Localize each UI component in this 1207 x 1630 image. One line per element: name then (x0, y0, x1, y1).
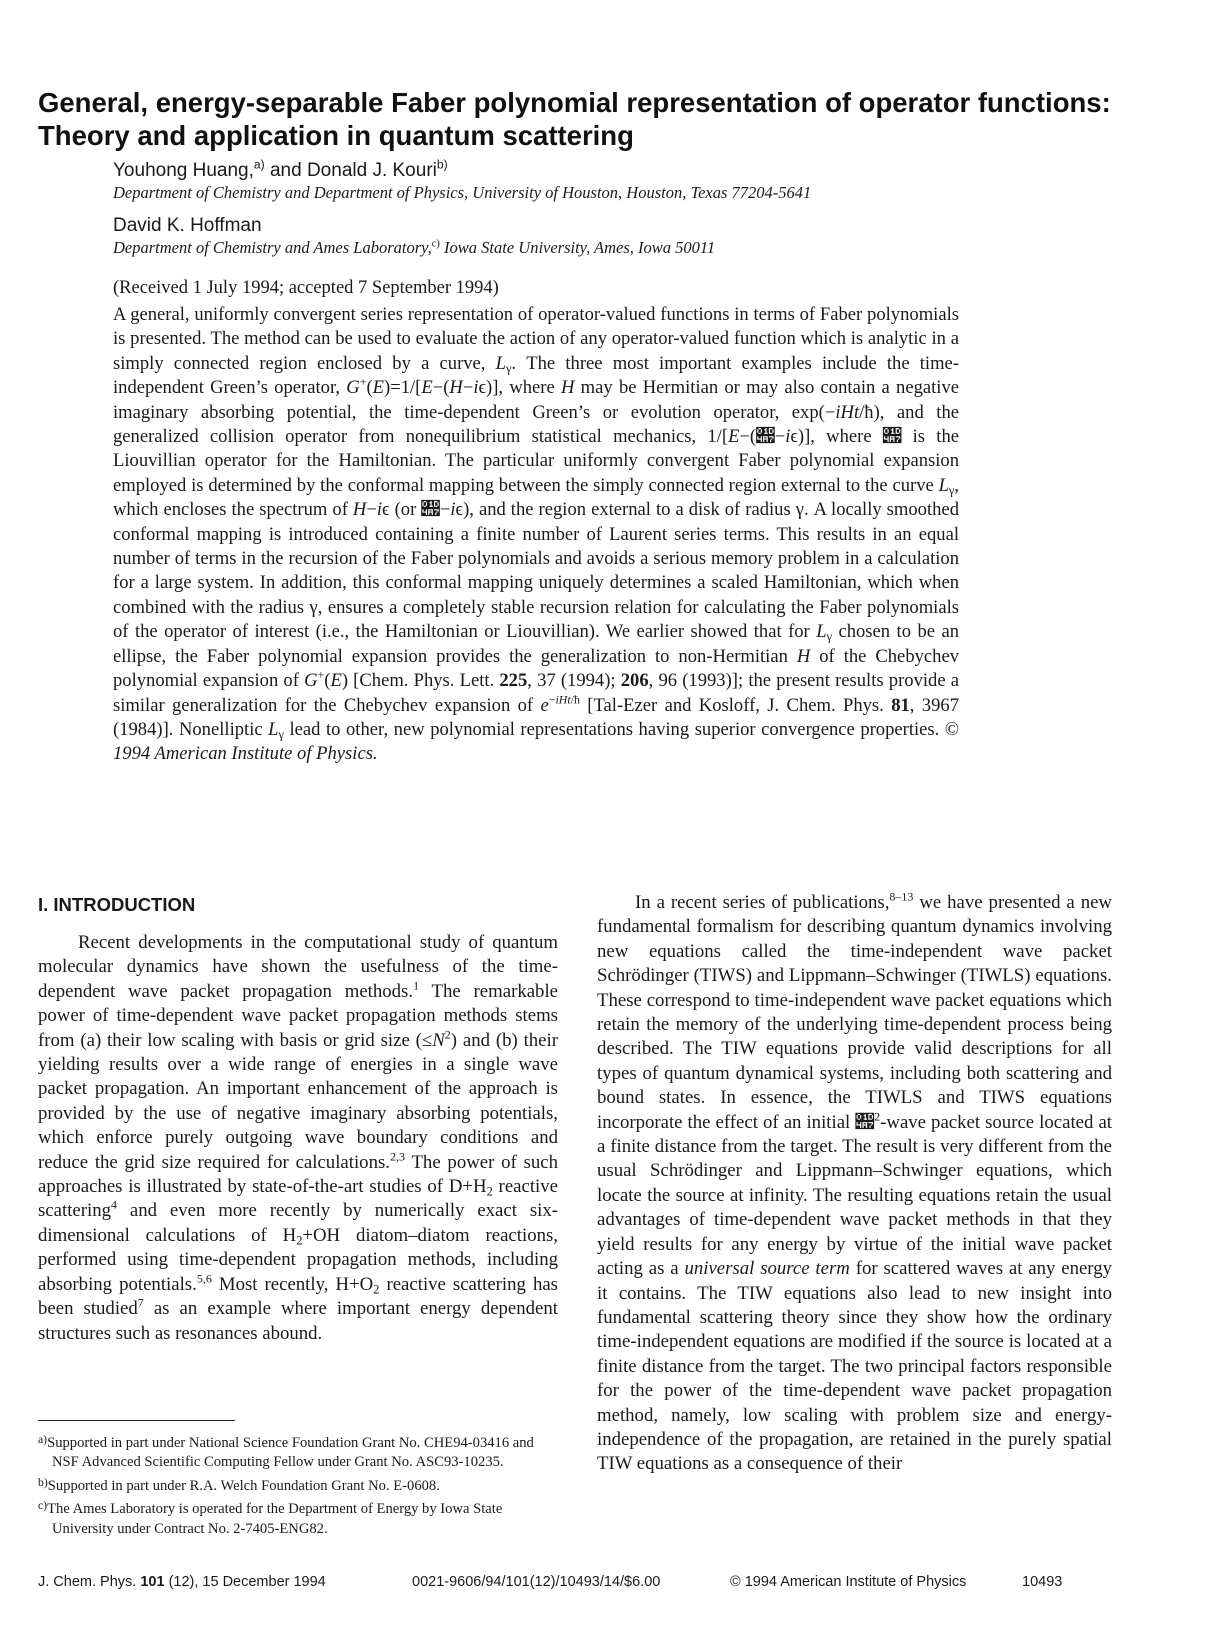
footnote-a-text: Supported in part under National Science Foundation Grant No. CHE94-03416 and NSF Advanced Scientific Computing Fellow under Grant No. ASC93-10235. (47, 1435, 534, 1471)
affiliation-2 (113, 238, 1113, 258)
footnote-c-mark: c) (38, 1499, 48, 1513)
affil-mark-a: a) (253, 157, 265, 172)
footnote-a-mark: a) (38, 1433, 48, 1446)
footnote-b (38, 1473, 558, 1496)
footnote-b-mark: b) (38, 1475, 48, 1489)
footnote-c (38, 1496, 558, 1539)
intro-paragraph-2: In a recent series of publications,$^{8-13}$ we have presented a new fundamental formalism for describing quantum dynamics involving new equations called the time-independent wave packet Schrödinger (TIWS) and Lippmann–Schwinger (TIWLS) equations. These correspond to time-independent wave packet equations which retain the memory of the underlying time-dependent process being described. The TIW equations provide valid descriptions for all types of quantum dynamical systems, including both scattering and bound states. In essence, the TIWLS and TIWS equations incorporate the effect of an initial 𝒧$^2$-wave packet source located at a finite distance from the target. The result is very different from the usual Schrödinger and Lippmann–Schwinger equations, which locate the source at infinity. The resulting equations retain the usual advantages of time-dependent wave packet methods in that they yield results for any energy by virtue of the initial wave packet acting as a universal source term for scattered waves at any energy it contains. The TIW equations also lead to new insight into fundamental scattering theory since they show how the ordinary time-independent equations are modified if the source is located at a finite distance from the target. The two principal factors responsible for the power of the time-dependent wave packet propagation method, namely, low scaling with problem size and energy-independence of the propagation, are retained in the purely spatial TIW equations as a consequence of their (597, 889, 1113, 1475)
author-huang: Youhong Huang, (113, 160, 254, 181)
footer-journal (38, 1574, 326, 1590)
footnotes (38, 1430, 558, 1539)
author-hoffman: David K. Hoffman (113, 215, 262, 236)
article-title: General, energy-separable Faber polynomial representation of operator functions: Theory and application in quantum scattering (38, 87, 1111, 151)
intro-paragraph-1: Recent developments in the computational study of quantum molecular dynamics have shown the usefulness of the time-dependent wave packet propagation methods.$^1$ The remarkable power of time-dependent wave packet propagation methods stems from (a) their low scaling with basis or grid size $(\le N^2)$ and (b) their yielding results over a wide range of energies in a single wave packet propagation. An important enhancement of the approach is provided by the use of negative imaginary absorbing potentials, which enforce purely outgoing wave boundary conditions and reduce the grid size required for calculations.$^{2,3}$ The power of such approaches is illustrated by state-of-the-art studies of $D+H_2$ reactive scattering$^4$ and even more recently by numerically exact six-dimensional calculations of $H_2+OH$ diatom–diatom reactions, performed using time-dependent propagation methods, including absorbing potentials.$^{5,6}$ Most recently, $H+O_2$ reactive scattering has been studied$^7$ as an example where important energy dependent structures such as resonances abound. (38, 932, 558, 1344)
footnote-a (38, 1430, 558, 1473)
affil-mark-c: c) (431, 238, 440, 250)
footer-volume: 101 (140, 1574, 165, 1590)
affiliation-2-dept: Department of Chemistry and Ames Laboratory, (113, 238, 432, 257)
affiliation-2-univ: Iowa State University, Ames, Iowa 50011 (439, 238, 716, 257)
footnote-c-text: The Ames Laboratory is operated for the Department of Energy by Iowa State University under Contract No. 2-7405-ENG82. (47, 1501, 503, 1537)
footer-page-number: 10493 (1022, 1574, 1063, 1590)
affil-mark-b: b) (436, 157, 448, 172)
affiliation-1: Department of Chemistry and Department of Physics, University of Houston, Houston, Texas 77204-5641 (113, 183, 812, 202)
footer-code: 0021-9606/94/101(12)/10493/14/$6.00 (412, 1574, 661, 1590)
footer-copyright: © 1994 American Institute of Physics (730, 1574, 967, 1590)
section-heading-introduction: I. INTRODUCTION (38, 894, 196, 915)
received-date: (Received 1 July 1994; accepted 7 September 1994) (113, 278, 499, 298)
footer-issue-date: (12), 15 December 1994 (164, 1574, 326, 1590)
abstract: A general, uniformly convergent series representation of operator-valued functions in terms of Faber polynomials is presented. The method can be used to evaluate the action of any operator-valued function which is analytic in a simply connected region enclosed by a curve, $L_\gamma$. The three most important examples include the time-independent Green’s operator, G+(E)=1/[E−(H−iϵ)], where H may be Hermitian or may also contain a negative imaginary absorbing potential, the time-dependent Green’s or evolution operator, exp(−iHt/ħ), and the generalized collision operator from nonequilibrium statistical mechanics, 1/[E−(𝒧−iϵ)], where 𝒧 is the Liouvillian operator for the Hamiltonian. The particular uniformly convergent Faber polynomial expansion employed is determined by the conformal mapping between the simply connected region external to the curve $L_\gamma$, which encloses the spectrum of H−iϵ (or 𝒧−iϵ), and the region external to a disk of radius γ. A locally smoothed conformal mapping is introduced containing a finite number of Laurent series terms. This results in an equal number of terms in the recursion of the Faber polynomials and avoids a serious memory problem in a calculation for a large system. In addition, this conformal mapping uniquely determines a scaled Hamiltonian, which when combined with the radius γ, ensures a completely stable recursion relation for calculating the Faber polynomials of the operator of interest (i.e., the Hamiltonian or Liouvillian). We earlier showed that for $L_\gamma$ chosen to be an ellipse, the Faber polynomial expansion provides the generalization to non-Hermitian H of the Chebychev polynomial expansion of G+(E) [Chem. Phys. Lett. 225, 37 (1994); 206, 96 (1993)]; the present results provide a similar generalization for the Chebychev expansion of $e^{-iHt/ħ}$ [Tal-Ezer and Kosloff, J. Chem. Phys. 81, 3967 (1984)]. Nonelliptic $L_\gamma$ lead to other, new polynomial representations having superior convergence properties. © 1994 American Institute of Physics. (113, 304, 960, 765)
footnote-rule (38, 1420, 235, 1421)
footnote-b-text: Supported in part under R.A. Welch Foundation Grant No. E-0608. (47, 1477, 440, 1494)
footer-journal-name: J. Chem. Phys. (38, 1574, 141, 1590)
author-line-1 (113, 157, 1113, 182)
author-kouri: and Donald J. Kouri (264, 160, 437, 181)
